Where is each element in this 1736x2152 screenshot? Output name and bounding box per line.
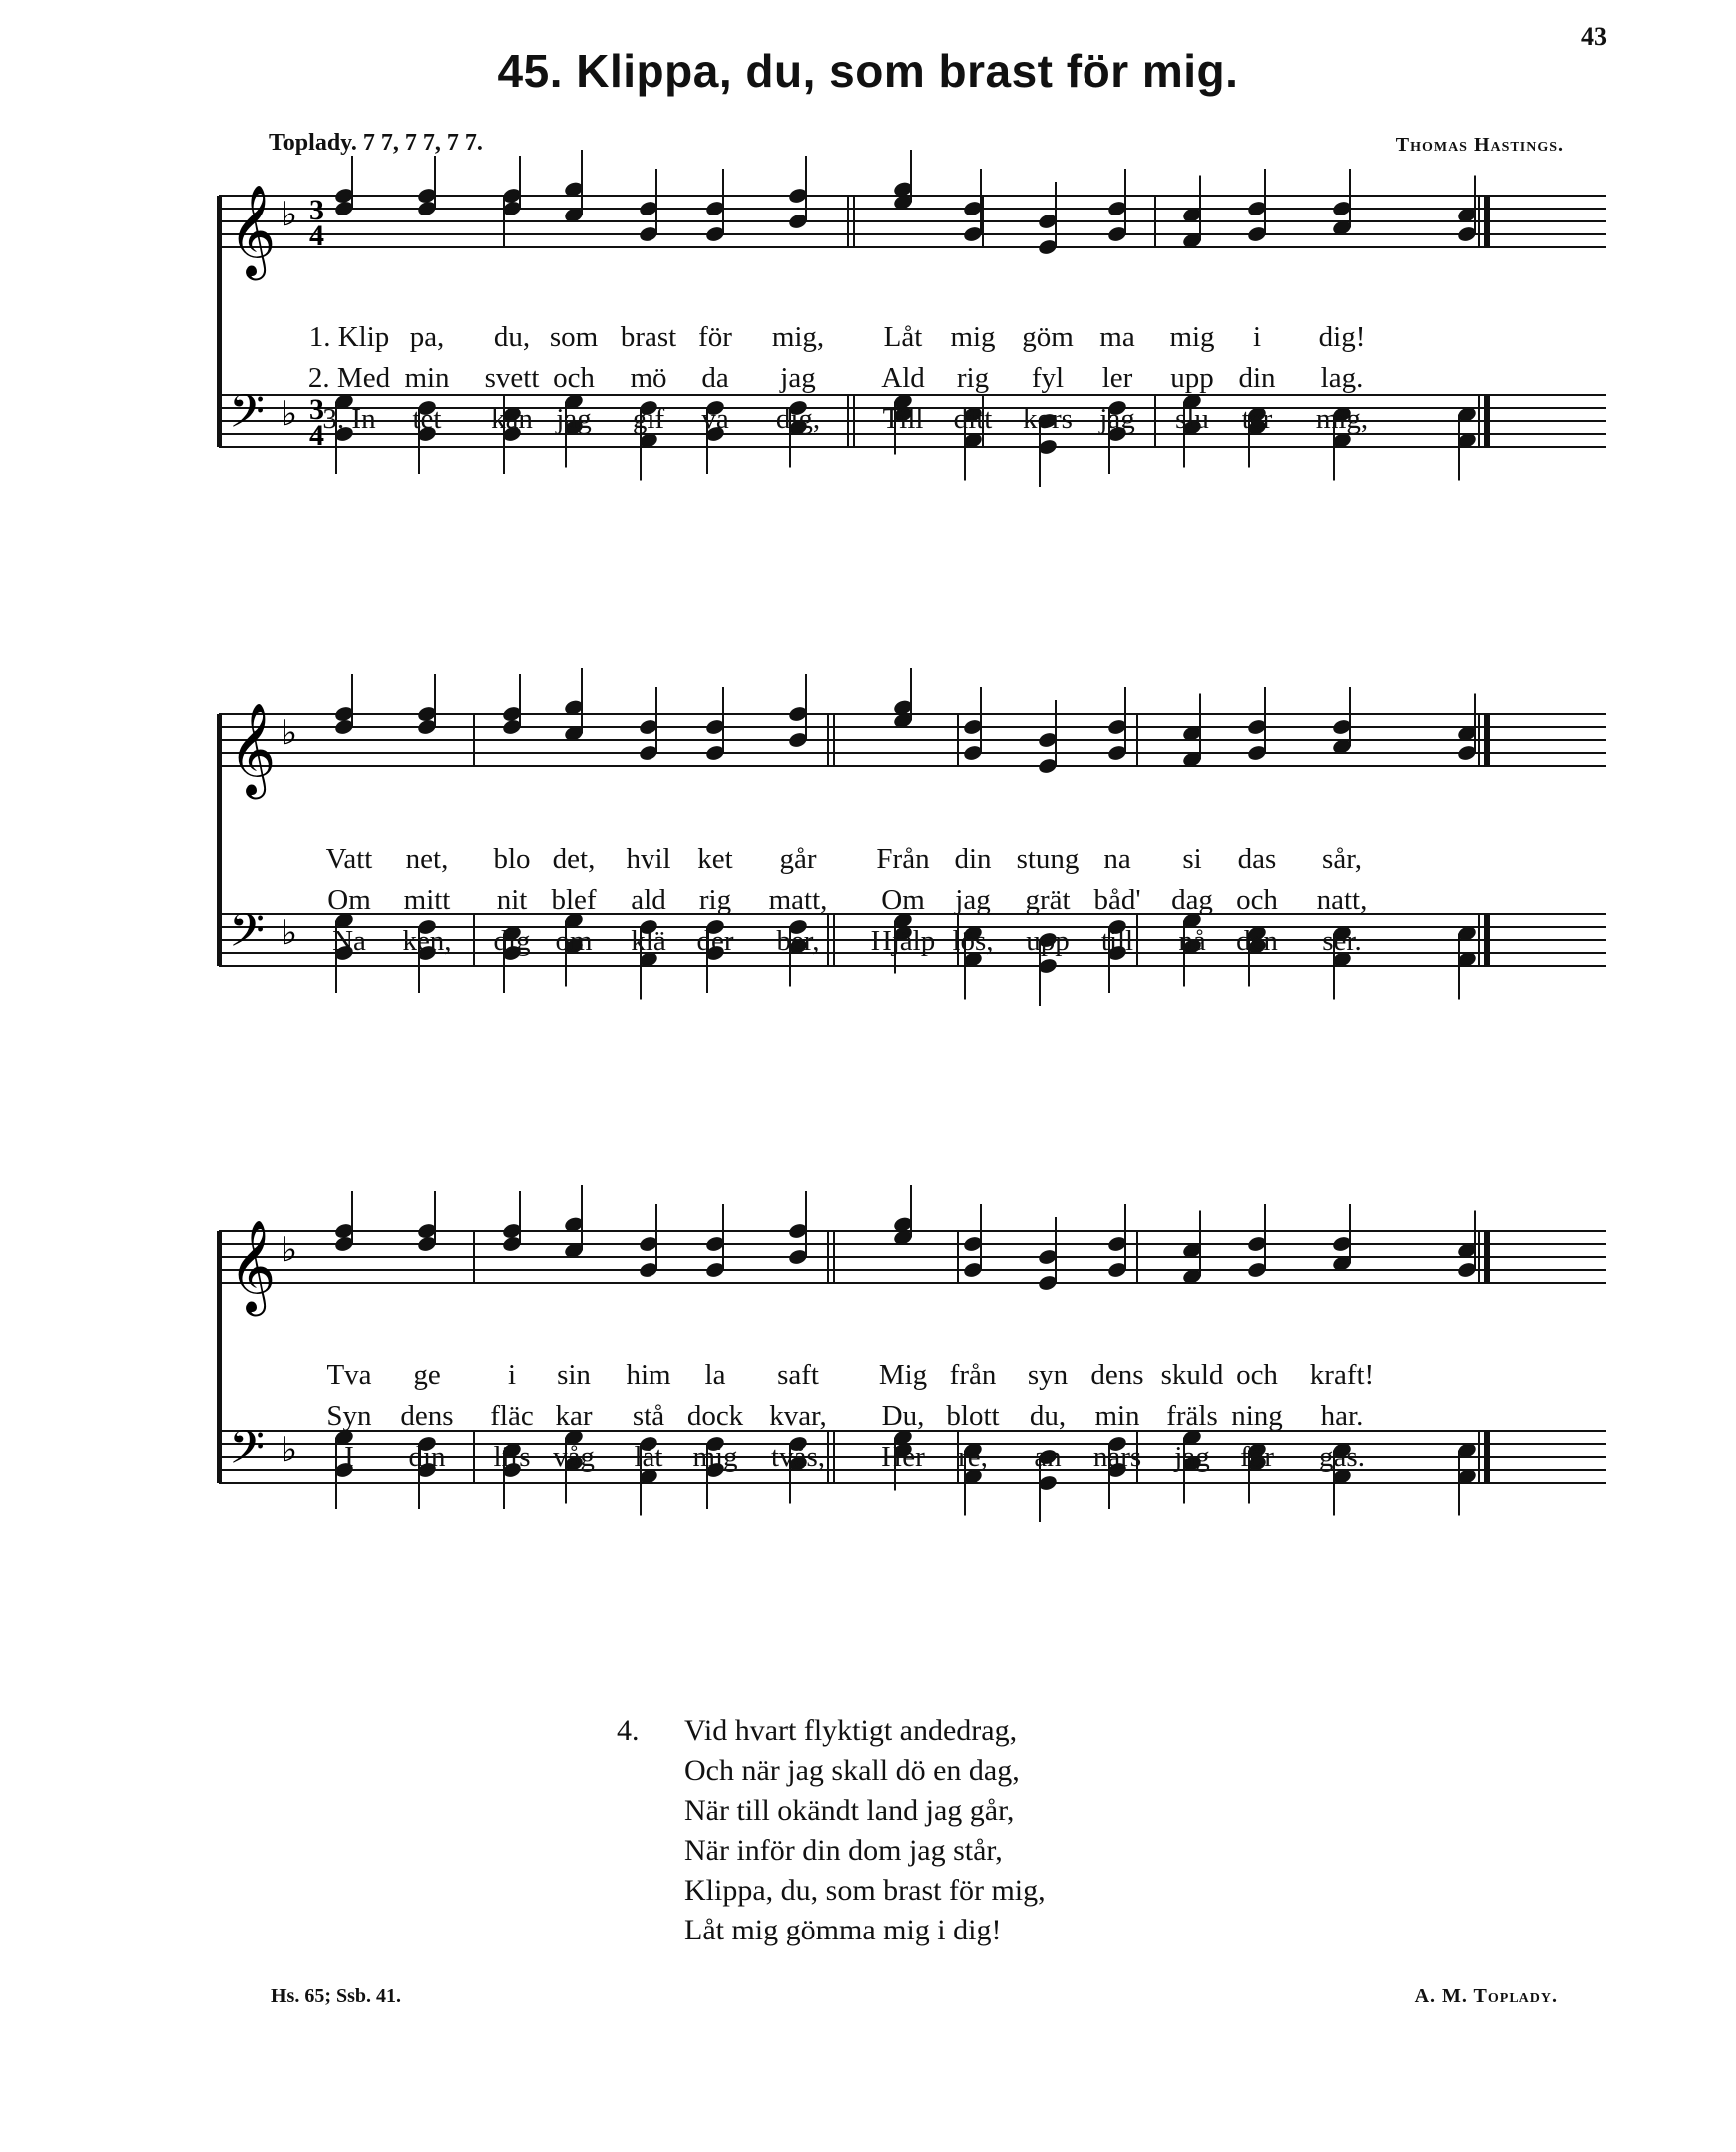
time-signature-icon: 3 (309, 194, 324, 226)
flat-key-signature-icon: ♭ (281, 1430, 298, 1470)
lyric-syllable: mig (1169, 321, 1215, 353)
flat-key-signature-icon: ♭ (281, 913, 298, 953)
lyric-syllable: syn (1027, 1359, 1069, 1391)
lyric-syllable: fläc (490, 1400, 534, 1432)
verse-4-number: 4. (617, 1714, 640, 1747)
time-signature-icon: 4 (309, 419, 324, 452)
lyric-syllable: fyl (1031, 362, 1065, 394)
lyric-syllable: an (1034, 1441, 1062, 1473)
lyric-syllable: na (1103, 843, 1131, 875)
lyric-syllable: jag (955, 884, 991, 916)
lyric-syllable: ket (697, 843, 733, 875)
lyric-syllable: lag. (1320, 362, 1364, 394)
lyric-syllable: ken, (402, 925, 452, 957)
lyric-syllable: mö (630, 362, 667, 394)
lyric-line (0, 843, 1736, 879)
lyric-syllable: låt (634, 1441, 663, 1473)
lyric-syllable: dens (400, 1400, 454, 1432)
lyric-line (0, 1441, 1736, 1477)
lyric-syllable: dag (1171, 884, 1213, 916)
lyric-syllable: la (704, 1359, 726, 1391)
bass-clef-icon: 𝄢 (229, 904, 266, 969)
lyric-syllable: Till (882, 403, 924, 435)
lyric-syllable: kan (491, 403, 533, 435)
lyric-syllable: mitt (403, 884, 451, 916)
lyric-syllable: den (1236, 925, 1278, 957)
verse-4-line: Klippa, du, som brast för mig, (684, 1874, 1046, 1907)
lyric-syllable: ge (413, 1359, 441, 1391)
lyric-syllable: tvås, (771, 1441, 825, 1473)
lyric-line (0, 403, 1736, 439)
lyric-line (0, 884, 1736, 920)
lyric-syllable: har. (1320, 1400, 1364, 1432)
verse-4-line: Och när jag skall dö en dag, (684, 1754, 1020, 1787)
lyric-syllable: lös, (952, 925, 994, 957)
lyric-syllable: natt, (1316, 884, 1368, 916)
lyric-syllable: hvil (626, 843, 671, 875)
lyric-syllable: kraft! (1309, 1359, 1375, 1391)
lyric-syllable: ler (1101, 362, 1133, 394)
lyric-syllable: ning (1231, 1400, 1283, 1432)
lyric-syllable: blef (551, 884, 597, 916)
lyric-syllable: min (404, 362, 450, 394)
flat-key-signature-icon: ♭ (281, 713, 298, 753)
lyric-syllable: matt, (768, 884, 828, 916)
lyric-syllable: pa, (409, 321, 445, 353)
lyric-syllable: ter (1241, 403, 1273, 435)
lyric-syllable: Mig (878, 1359, 928, 1391)
lyric-syllable: jag (1099, 403, 1135, 435)
flat-key-signature-icon: ♭ (281, 1230, 298, 1270)
lyric-syllable: Her (881, 1441, 925, 1473)
lyric-line (0, 925, 1736, 961)
tune-meter: Toplady. 7 7, 7 7, 7 7. (269, 130, 483, 156)
lyric-syllable: I (344, 1441, 354, 1473)
lyric-syllable: du, (493, 321, 531, 353)
lyric-syllable: Om (881, 884, 925, 916)
lyric-line (0, 1359, 1736, 1395)
lyric-syllable: nars (1092, 1441, 1142, 1473)
lyric-syllable: kors (1023, 403, 1073, 435)
lyric-syllable: kar (555, 1400, 593, 1432)
lyric-syllable: lifs (493, 1441, 531, 1473)
lyric-syllable: i (1252, 321, 1262, 353)
bass-clef-icon: 𝄢 (229, 385, 266, 450)
lyric-syllable: dig (493, 925, 531, 957)
lyric-syllable: Om (327, 884, 371, 916)
lyric-syllable: för (698, 321, 732, 353)
time-signature-icon: 4 (309, 219, 324, 252)
lyric-syllable: sin (557, 1359, 591, 1391)
lyric-syllable: him (626, 1359, 671, 1391)
lyric-syllable: Tva (326, 1359, 372, 1391)
lyric-syllable: grät (1025, 884, 1071, 916)
lyric-syllable: jag (780, 362, 816, 394)
lyric-syllable: min (1094, 1400, 1140, 1432)
lyric-syllable: mig, (771, 321, 825, 353)
lyric-syllable: Vatt (325, 843, 373, 875)
lyric-syllable: si (1182, 843, 1202, 875)
lyric-line (0, 321, 1736, 357)
lyric-syllable: dig, (775, 403, 821, 435)
hymn-title: 45. Klippa, du, som brast för mig. (497, 45, 1239, 97)
lyric-syllable: das (1237, 843, 1277, 875)
lyric-syllable: brast (620, 321, 677, 353)
flat-key-signature-icon: ♭ (281, 394, 298, 434)
lyric-line (0, 1400, 1736, 1436)
lyric-syllable: och (1236, 1359, 1278, 1391)
lyric-syllable: det, (552, 843, 596, 875)
lyric-syllable: rig (956, 362, 990, 394)
verse-4-line: Låt mig gömma mig i dig! (684, 1914, 1002, 1946)
lyric-syllable: stå (632, 1400, 665, 1432)
lyric-syllable: saft (777, 1359, 819, 1391)
lyric-syllable: da (701, 362, 729, 394)
lyric-syllable: våg (553, 1441, 595, 1473)
lyric-syllable: klä (631, 925, 666, 957)
time-signature-icon: 3 (309, 393, 324, 426)
lyric-syllable: från (949, 1359, 997, 1391)
lyric-syllable: ser. (1322, 925, 1362, 957)
lyric-syllable: göm (1022, 321, 1074, 353)
lyric-syllable: i (507, 1359, 517, 1391)
verse-4-line: När inför din dom jag står, (684, 1834, 1003, 1867)
lyric-syllable: Syn (326, 1400, 372, 1432)
lyric-syllable: fräls (1166, 1400, 1218, 1432)
lyric-syllable: om (555, 925, 593, 957)
lyric-syllable: jag (1174, 1441, 1210, 1473)
lyric-syllable: mig (692, 1441, 738, 1473)
lyric-syllable: re, (958, 1441, 988, 1473)
lyric-syllable: tet (412, 403, 442, 435)
lyric-syllable: 2. Med (307, 362, 391, 394)
lyric-syllable: va (701, 403, 729, 435)
lyric-syllable: 1. Klip (308, 321, 390, 353)
lyric-syllable: din (1238, 362, 1276, 394)
lyric-syllable: skuld (1160, 1359, 1224, 1391)
lyric-syllable: jag (556, 403, 592, 435)
treble-clef-icon: 𝄞 (229, 1219, 277, 1312)
lyric-syllable: båd' (1093, 884, 1141, 916)
lyric-syllable: din (954, 843, 992, 875)
verse-4-line: Vid hvart flyktigt andedrag, (684, 1714, 1018, 1747)
lyric-syllable: rig (698, 884, 732, 916)
lyric-syllable: nit (496, 884, 528, 916)
lyric-syllable: du, (1029, 1400, 1067, 1432)
lyric-syllable: nå (1178, 925, 1206, 957)
lyric-syllable: slu (1175, 403, 1209, 435)
verse-4-line: När till okändt land jag går, (684, 1794, 1015, 1827)
lyric-syllable: Hjälp (870, 925, 936, 957)
lyric-syllable: som (549, 321, 599, 353)
lyric-syllable: gås. (1319, 1441, 1365, 1473)
lyric-syllable: dens (1090, 1359, 1144, 1391)
lyric-syllable: Na (332, 925, 366, 957)
lyric-syllable: går (779, 843, 817, 875)
lyric-syllable: Från (876, 843, 930, 875)
lyric-syllable: stung (1016, 843, 1080, 875)
lyric-syllable: ma (1099, 321, 1135, 353)
treble-clef-icon: 𝄞 (229, 184, 277, 276)
hymnal-references: Hs. 65; Ssb. 41. (271, 1985, 402, 2007)
lyric-syllable: upp (1026, 925, 1070, 957)
page-number: 43 (1581, 22, 1607, 51)
lyric-syllable: ber, (776, 925, 820, 957)
lyric-syllable: till (1100, 925, 1134, 957)
lyric-syllable: ditt (953, 403, 993, 435)
lyric-syllable: dock (686, 1400, 744, 1432)
lyric-line (0, 362, 1736, 398)
composer-credit: Thomas Hastings. (1395, 134, 1564, 156)
bass-clef-icon: 𝄢 (229, 1421, 266, 1486)
lyric-syllable: svett (484, 362, 540, 394)
lyric-syllable: der (696, 925, 734, 957)
lyric-syllable: dig! (1318, 321, 1366, 353)
lyric-syllable: Låt (883, 321, 923, 353)
lyric-syllable: och (553, 362, 595, 394)
treble-clef-icon: 𝄞 (229, 702, 277, 795)
lyric-syllable: blo (493, 843, 531, 875)
lyric-syllable: mig (950, 321, 996, 353)
lyric-syllable: sår, (1322, 843, 1362, 875)
lyric-syllable: 3. In (322, 403, 376, 435)
lyric-syllable: kvar, (769, 1400, 827, 1432)
text-author: A. M. Toplady. (1414, 1985, 1558, 2007)
lyric-syllable: mig, (1315, 403, 1369, 435)
lyric-syllable: net, (405, 843, 449, 875)
lyric-syllable: Du, (881, 1400, 925, 1432)
lyric-syllable: Ald (881, 362, 925, 394)
lyric-syllable: och (1236, 884, 1278, 916)
lyric-syllable: för (1240, 1441, 1274, 1473)
lyric-syllable: din (408, 1441, 446, 1473)
lyric-syllable: blott (946, 1400, 1000, 1432)
flat-key-signature-icon: ♭ (281, 195, 298, 234)
lyric-syllable: upp (1170, 362, 1214, 394)
lyric-syllable: gif (632, 403, 665, 435)
lyric-syllable: ald (631, 884, 666, 916)
